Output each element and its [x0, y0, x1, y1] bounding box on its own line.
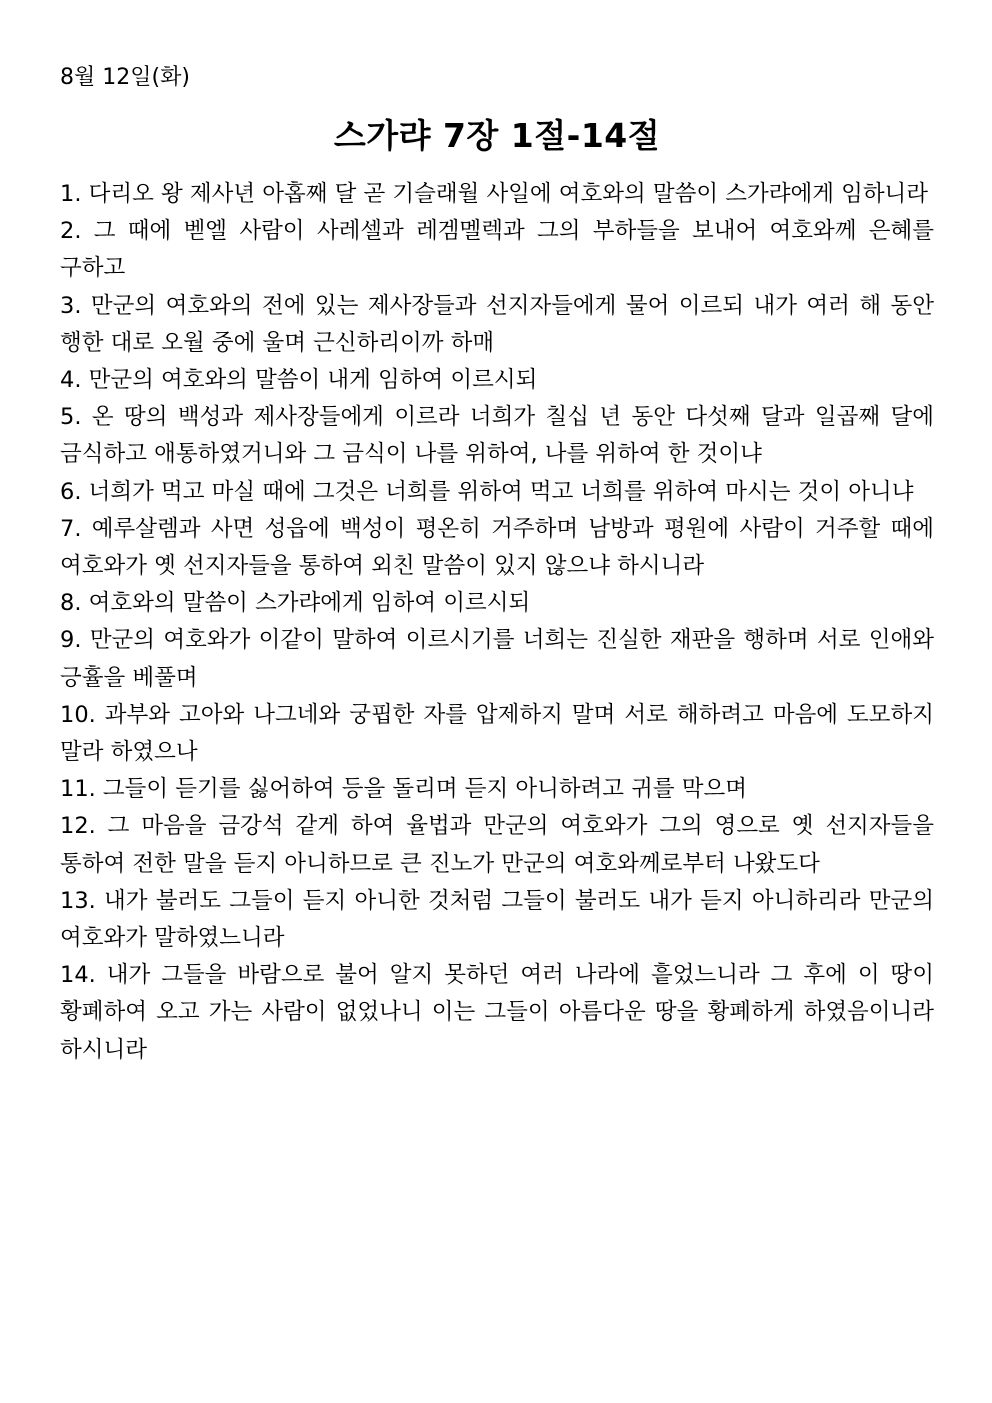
verse-list — [60, 176, 934, 1069]
verse-2: 2. 그 때에 벧엘 사람이 사레셀과 레겜멜렉과 그의 부하들을 보내어 여호와께 은혜를 구하고 — [60, 218, 934, 282]
verse-11: 11. 그들이 듣기를 싫어하여 등을 돌리며 듣지 아니하려고 귀를 막으며 — [60, 776, 747, 803]
verse-12: 12. 그 마음을 금강석 같게 하여 율법과 만군의 여호와가 그의 영으로 옛 선지자들을 통하여 전한 말을 듣지 아니하므로 큰 진노가 만군의 여호와께로부터 나왔도다 — [60, 813, 934, 877]
verse-8: 8. 여호와의 말씀이 스가랴에게 임하여 이르시되 — [60, 590, 531, 617]
verse-7: 7. 예루살렘과 사면 성읍에 백성이 평온히 거주하며 남방과 평원에 사람이 거주할 때에 여호와가 옛 선지자들을 통하여 외친 말씀이 있지 않으냐 하시니라 — [60, 515, 934, 580]
verse-13: 13. 내가 불러도 그들이 듣지 아니한 것처럼 그들이 불러도 내가 듣지 아니하리라 만군의 여호와가 말하였느니라 — [60, 887, 934, 952]
page-title: 스가랴 7장 1절-14절 — [333, 116, 661, 155]
verse-4: 4. 만군의 여호와의 말씀이 내게 임하여 이르시되 — [60, 367, 538, 394]
verse-5: 5. 온 땅의 백성과 제사장들에게 이르라 너희가 칠십 년 동안 다섯째 달과 일곱째 달에 금식하고 애통하였거니와 그 금식이 나를 위하여, 나를 위하여 한 것이냐 — [60, 404, 934, 468]
verse-3: 3. 만군의 여호와의 전에 있는 제사장들과 선지자들에게 물어 이르되 내가 여러 해 동안 행한 대로 오월 중에 울며 근신하리이까 하매 — [60, 292, 934, 356]
verse-6: 6. 너희가 먹고 마실 때에 그것은 너희를 위하여 먹고 너희를 위하여 마시는 것이 아니냐 — [60, 478, 914, 505]
verse-1: 1. 다리오 왕 제사년 아홉째 달 곧 기슬래월 사일에 여호와의 말씀이 스가랴에게 임하니라 — [60, 181, 929, 207]
verse-10: 10. 과부와 고아와 나그네와 궁핍한 자를 압제하지 말며 서로 해하려고 마음에 도모하지 말라 하였으나 — [60, 701, 934, 766]
date-label: 8월 12일(화) — [60, 65, 190, 90]
verse-9: 9. 만군의 여호와가 이같이 말하여 이르시기를 너희는 진실한 재판을 행하며 서로 인애와 긍휼을 베풀며 — [60, 627, 934, 691]
verse-14: 14. 내가 그들을 바람으로 불어 알지 못하던 여러 나라에 흩었느니라 그 후에 이 땅이 황폐하여 오고 가는 사람이 없었나니 이는 그들이 아름다운 땅을 황폐하게 하였음이니라 하시니라 — [60, 962, 934, 1063]
